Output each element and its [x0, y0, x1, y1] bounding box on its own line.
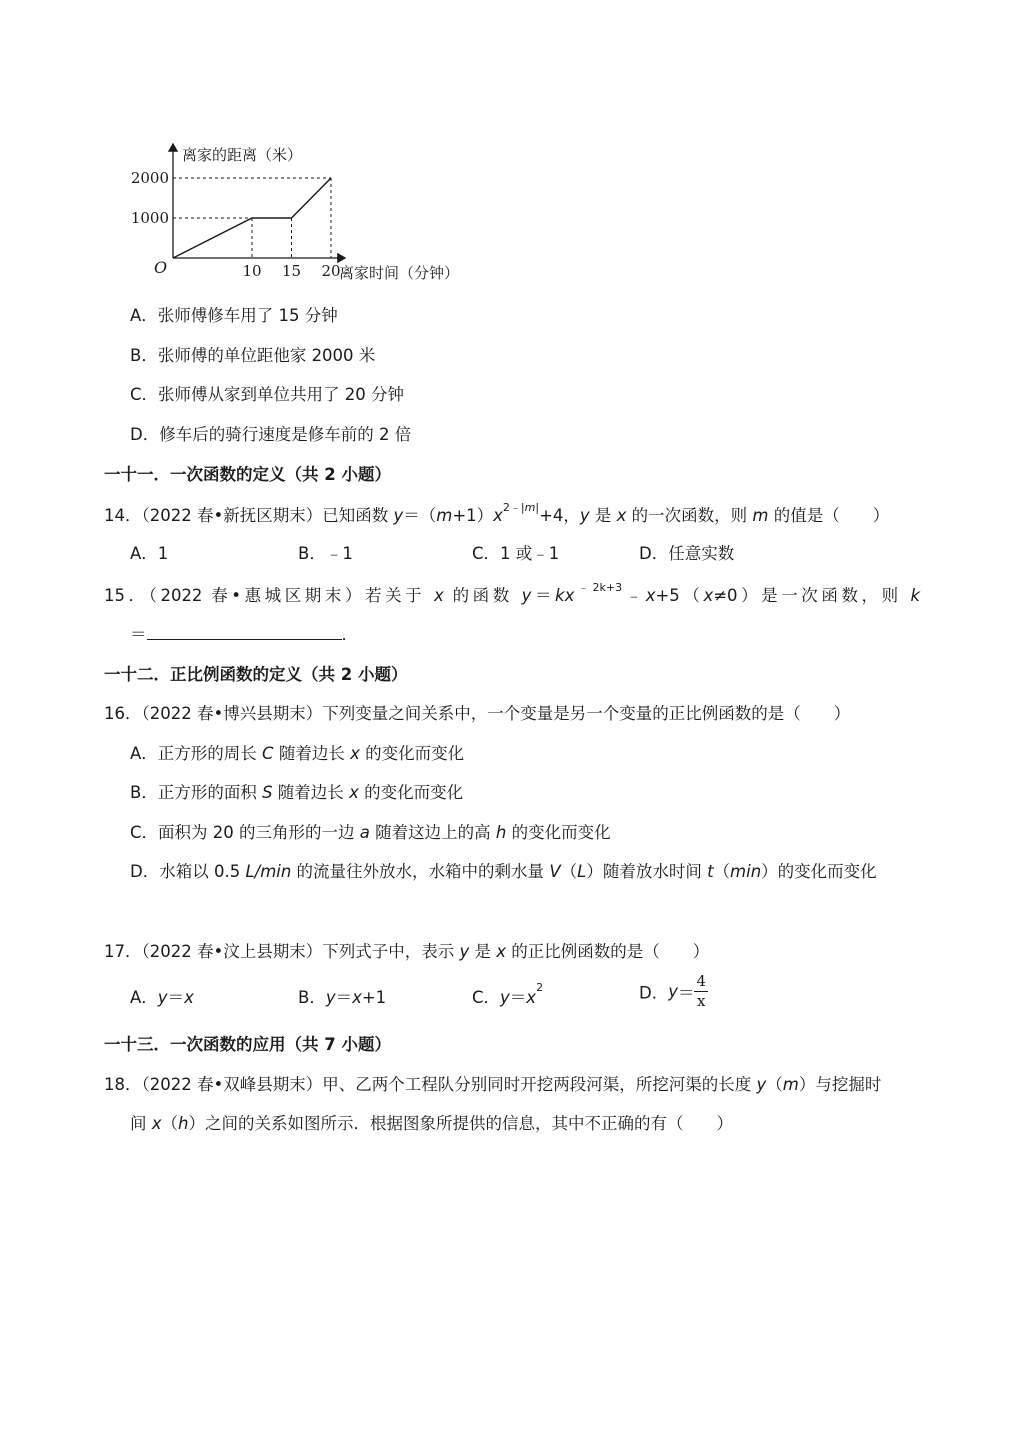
q17-option-b — [298, 984, 386, 1008]
option-a-text: A．张师傅修车用了 15 分钟 — [130, 306, 338, 325]
q18-line2-post: ）之间的关系如图所示．根据图象所提供的信息，其中不正确的有（ ） — [188, 1114, 733, 1133]
q16-d-mid1: 的流量往外放水，水箱中的剩水量 — [291, 862, 550, 881]
q16-c-var1: a — [359, 823, 370, 842]
q17-mid: 是 — [469, 942, 497, 961]
question-15 — [104, 582, 920, 606]
q16-option-d — [130, 858, 877, 882]
q14-plus1: +1） — [452, 506, 494, 525]
q15-var-x4: x — [703, 586, 714, 605]
q14-exponent — [503, 501, 539, 514]
x-tick-label: 20 — [321, 262, 341, 280]
q15-mid3: +5（ — [655, 586, 704, 605]
option-c-text: C．张师傅从家到单位共用了 20 分钟 — [130, 385, 405, 404]
q17-b-label: B． — [298, 988, 326, 1007]
q17-a-eq: ＝ — [167, 988, 185, 1007]
q15-mid4: ≠0）是一次函数，则 — [713, 586, 911, 605]
q18-var-h: h — [178, 1114, 189, 1133]
q15-answer-line — [130, 621, 358, 645]
q14-tail4: 的值是（ ） — [768, 506, 890, 525]
q17-option-d — [639, 974, 708, 1009]
q14-exp-suffix: | — [535, 501, 540, 514]
q16-a-pre: A．正方形的周长 — [130, 744, 263, 763]
option-d-text: D．修车后的骑行速度是修车前的 2 倍 — [130, 425, 412, 444]
q15-exponent: ﹣2k+3 — [574, 581, 623, 594]
q14-eq: ＝（ — [403, 506, 437, 525]
q17-a-y: y — [157, 988, 168, 1007]
q17-var-y: y — [459, 942, 470, 961]
x-axis-label: 离家时间（分钟） — [339, 264, 460, 282]
option-c — [130, 381, 404, 405]
q14-tail2: 是 — [589, 506, 617, 525]
q15-line2-eq: ＝ — [130, 625, 147, 644]
q17-d-eq: ＝ — [677, 983, 695, 1003]
q16-d-mid2: （ — [560, 862, 578, 881]
origin-label: O — [154, 258, 168, 277]
q16-c-var2: h — [495, 823, 507, 842]
q14-var-y2: y — [579, 506, 590, 525]
q17-var-x: x — [496, 942, 506, 961]
q17-option-c — [472, 981, 544, 1008]
q14-var-x: x — [493, 506, 503, 525]
q17-c-y: y — [500, 988, 510, 1007]
q14-var-m: m — [436, 506, 453, 525]
option-d — [130, 421, 411, 445]
q16-b-mid: 随着边长 — [272, 783, 350, 802]
q15-var-x3: x — [645, 586, 656, 605]
q18-line1-pre: 18．（2022 春•双峰县期末）甲、乙两个工程队分别同时开挖两段河渠，所挖河渠的长度 — [104, 1075, 757, 1094]
q16-d-var2: L — [577, 862, 587, 881]
option-b — [130, 342, 375, 366]
q17-b-y: y — [325, 988, 336, 1007]
question-17 — [104, 938, 709, 962]
q18-var-x: x — [151, 1114, 162, 1133]
q16-d-mid3: ）随着放水时间 — [586, 862, 708, 881]
question-14 — [104, 502, 889, 526]
q17-d-fraction — [694, 974, 708, 1009]
q17-a-label: A． — [130, 988, 158, 1007]
section-heading-13: 一十三．一次函数的应用（共 7 小题） — [104, 1035, 391, 1054]
q16-d-unit: L/min — [245, 862, 292, 881]
q15-var-k2: k — [910, 586, 921, 605]
q15-line2-end: ． — [341, 625, 358, 644]
section-heading-11: 一十一．一次函数的定义（共 2 小题） — [104, 465, 391, 484]
q16-a-var1: C — [262, 744, 274, 763]
q16-b-var1: S — [262, 783, 273, 802]
q17-d-y: y — [668, 982, 678, 1001]
q18-p2: ）与挖掘时 — [798, 1075, 882, 1094]
q17-c-eq: ＝ — [509, 988, 527, 1007]
q14-option-a: A．1 — [130, 544, 169, 563]
q16-a-post: 的变化而变化 — [359, 744, 465, 763]
q15-var-x2: x — [564, 586, 575, 605]
q18-var-y: y — [756, 1075, 767, 1094]
q16-option-a — [130, 740, 464, 764]
q17-option-a — [130, 984, 194, 1008]
option-a — [130, 302, 338, 326]
q17-b-tail: +1 — [361, 988, 387, 1007]
q14-var-y: y — [393, 506, 404, 525]
q14-exp-prefix: 2﹣| — [502, 501, 525, 514]
q14-prefix: 14．（2022 春•新抚区期末）已知函数 — [104, 506, 394, 525]
q18-p1: （ — [766, 1075, 783, 1094]
q16-option-b — [130, 779, 463, 803]
q15-prefix: 15．（2022 春•惠城区期末）若关于 — [104, 586, 435, 605]
q17-b-eq: ＝ — [335, 988, 353, 1007]
question-18-line1 — [104, 1071, 881, 1095]
q14-option-c: C．1 或﹣1 — [472, 544, 560, 563]
q15-mid2: ﹣ — [622, 586, 646, 605]
option-b-text: B．张师傅的单位距他家 2000 米 — [130, 346, 376, 365]
q17-d-label: D． — [639, 983, 669, 1003]
q18-var-m: m — [782, 1075, 799, 1094]
q16-d-var1: V — [549, 862, 561, 881]
q17-c-label: C． — [472, 988, 501, 1007]
y-tick-label: 1000 — [130, 209, 169, 227]
series-line — [173, 178, 331, 258]
q16-d-pre: D．水箱以 0.5 — [130, 862, 246, 881]
q14-exp-m: m — [524, 501, 536, 514]
distance-time-chart — [120, 138, 490, 288]
q16-d-var3: t — [707, 862, 714, 881]
q15-var-x: x — [434, 586, 444, 605]
q16-b-post: 的变化而变化 — [358, 783, 464, 802]
q17-d-numerator: 4 — [696, 972, 707, 990]
q15-mid1: 的函数 — [443, 586, 522, 605]
q16-d-var4: min — [730, 862, 762, 881]
x-tick-label: 10 — [242, 262, 262, 280]
y-tick-label: 2000 — [130, 169, 169, 187]
question-16-stem: 16．（2022 春•博兴县期末）下列变量之间关系中，一个变量是另一个变量的正比例函数的是（ ） — [104, 704, 851, 723]
q14-tail3: 的一次函数，则 — [626, 506, 753, 525]
section-heading-12: 一十二．正比例函数的定义（共 2 小题） — [104, 665, 408, 684]
q16-b-pre: B．正方形的面积 — [130, 783, 263, 802]
q14-tail1: +4， — [539, 506, 580, 525]
q16-c-mid: 随着这边上的高 — [369, 823, 496, 842]
q15-var-y: y — [521, 586, 532, 605]
q14-var-x2: x — [616, 506, 627, 525]
q14-option-b: B．﹣1 — [298, 544, 353, 563]
q17-d-denominator: x — [697, 992, 706, 1010]
q18-p3: （ — [161, 1114, 179, 1133]
q16-c-pre: C．面积为 20 的三角形的一边 — [130, 823, 360, 842]
q17-a-x: x — [184, 988, 194, 1007]
q16-option-c — [130, 819, 611, 843]
q16-d-mid4: （ — [713, 862, 731, 881]
q16-a-mid: 随着边长 — [273, 744, 351, 763]
q16-a-var2: x — [350, 744, 360, 763]
q14-var-m2: m — [752, 506, 769, 525]
q16-d-post: ）的变化而变化 — [761, 862, 877, 881]
y-axis-label: 离家的距离（米） — [182, 146, 303, 164]
q17-c-x: x — [526, 988, 537, 1007]
q17-prefix: 17．（2022 春•汶上县期末）下列式子中，表示 — [104, 942, 460, 961]
question-18-line2 — [130, 1110, 733, 1134]
q18-line2-pre: 间 — [130, 1114, 152, 1133]
q16-b-var2: x — [349, 783, 359, 802]
q16-c-post: 的变化而变化 — [506, 823, 611, 842]
q15-eq: ＝ — [531, 586, 556, 605]
q17-b-x: x — [352, 988, 362, 1007]
q17-c-exp: 2 — [536, 981, 544, 994]
q14-option-d: D．任意实数 — [639, 544, 735, 563]
answer-blank[interactable] — [147, 625, 342, 640]
x-tick-label: 15 — [281, 262, 302, 280]
q15-var-k: k — [555, 586, 565, 605]
q17-suffix: 的正比例函数的是（ ） — [506, 942, 710, 961]
